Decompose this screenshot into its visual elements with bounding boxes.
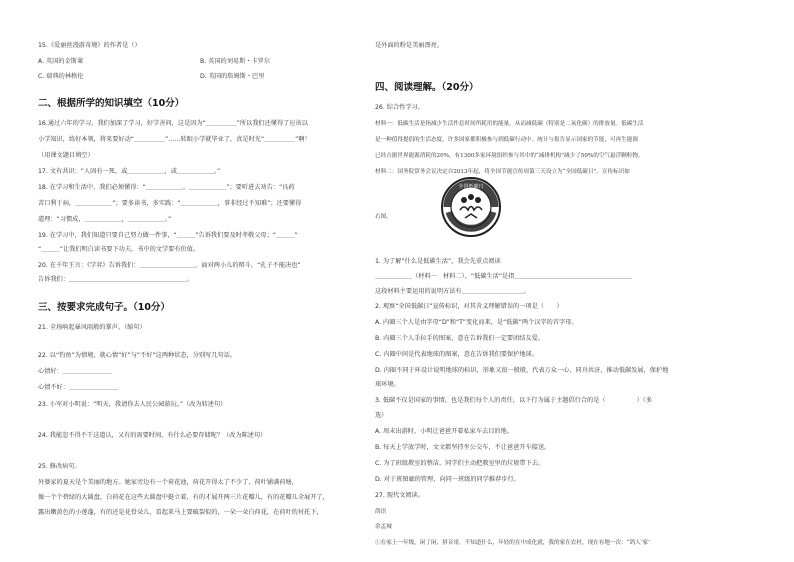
q26-3-option-b: B. 每天上学放学时，文文都坚持坐公交车，不让爸爸开车接送。	[375, 444, 551, 451]
q19-line1: 19. 在学习中，我们知道只要自己努力做一件事，“＿＿＿”告诉我们要及时孝敬父母；“＿＿＿”	[38, 232, 298, 239]
q26-2-stem: 2. 观察“全国低碳日”宣传标识，对其含义理解错误的一项是（ ）	[375, 303, 563, 310]
q25-line3: 露出嫩黄色的小莲蓬，有的还是花骨朵儿，看起来马上要破裂似的，一朵一朵白荷花，在荷叶的衬托下，	[38, 509, 323, 516]
q26-3-option-a: A. 周末出游时，小明让爸爸开着私家车去目的地。	[375, 428, 513, 435]
q15-option-d: D. 英国的詹姆斯・巴里	[200, 73, 265, 80]
q15-option-b: B. 英国的刘易斯・卡罗尔	[200, 58, 271, 65]
q26-title: 26. 综合性学习。	[375, 104, 424, 111]
q15-stem: 15.《爱丽丝漫游奇境》的作者是（）	[38, 42, 141, 49]
q26-1-line3: 这段材料主要运用的说明方法有＿＿＿＿＿＿＿＿＿＿。	[375, 288, 530, 295]
material2-line2: 右图。	[375, 214, 392, 220]
section2-title: 二、根据所学的知识填空（10分）	[38, 98, 185, 109]
passage-author: 余孟城	[375, 524, 392, 530]
section4-title: 四、阅读理解。（20分）	[375, 82, 479, 93]
q26-2-option-b: B. 内圈三个人手拉手的图案，意在告诉我们一定要团结友爱。	[375, 335, 545, 342]
q26-2-option-d: D. 内圈不同于环设计说明地球的标识，形象又很一般般，代表万众一心、同舟共济，推动低碳发展，保护地	[375, 367, 669, 374]
q27-title: 27. 现代文阅读。	[375, 492, 424, 499]
q26-3-line2: 选）	[375, 412, 388, 419]
q26-2-option-d-cont: 球环境。	[375, 381, 400, 388]
q26-2-option-a: A. 内圈三个人是由字母“D”和“T”变化而来，是“低碳”两个汉字的首字母。	[375, 319, 578, 326]
q21: 21. 全场响起暴风雨般的掌声。（缩句）	[38, 324, 146, 331]
material1-line1: 材料一：低碳生活是指减少生活作息时间所耗用的能量，从而减低碳（特别是二氧化碳）的排放量。低碳生活	[375, 121, 644, 127]
q22-bad: 心情不好：＿＿＿＿＿＿＿＿	[38, 384, 119, 391]
q18-line2: 苦口利于病，＿＿＿＿＿＿”；要多读书，多实践：“＿＿＿＿＿＿，事非经过不知难”；还要懂得	[38, 200, 302, 207]
q26-3-option-d: D. 对于班图廊的管理，向同一班级的同学推荐步行。	[375, 476, 520, 483]
passage-title: 鸽语	[375, 509, 387, 515]
q15-option-c: C. 瑞典的林格伦	[38, 73, 84, 80]
q16-line1: 16.通过六年的学习，我们加深了学习，好学善问，这是因为“＿＿＿＿＿”所以我们还懂得了应该以	[38, 120, 308, 127]
q22-stem: 22. 以“钓鱼”为情境，就心情“好”与“不好”这两种状态，分别写几句话。	[38, 352, 237, 359]
material1-line2: 是一种值得提倡的生活态度，许多国家都积极参与到低碳行动中。统计与报告显示国家的节能，可再生能源	[375, 137, 638, 143]
q26-1-line1: 1. 为了解“什么是低碳生活”，我会先重点阅读	[375, 258, 501, 265]
q18-line1: 18. 在学习和生活中，我们必须懂得：“＿＿＿＿＿＿，＿＿＿＿＿＿”；要听进去劝告：“良药	[38, 184, 295, 191]
q24: 24. 我能忽不得不干这道认，又有的需要时间，有什么必要存储呢？（改为陈述句）	[38, 432, 267, 439]
q19-line2: “＿＿＿”让我们明白读书要下功夫，书中的文学要有价值。	[38, 246, 200, 253]
q20-line2: 告诉我们：＿＿＿＿＿＿＿＿＿＿＿＿＿＿＿＿＿＿＿。	[38, 276, 193, 283]
q26-2-option-c: C. 内圈中间是代表地球的图案，意在告诉我们要保护地球。	[375, 351, 538, 358]
q15-option-a: A. 英国的金斯莱	[38, 58, 84, 65]
q25-line2: 像一个个碧绿的大圆盘，白荷花在这些大圆盘中挺立着，有的才展开两三片花瓣儿，有的花瓣儿全展开了，	[38, 494, 329, 501]
q25-title: 25. 修改病句。	[38, 463, 81, 470]
q20-line1: 20. 在千年王言：《学弈》告诉我们：＿＿＿＿＿＿＿＿＿。面对两小儿的辩斗，“孔子不能决也”	[38, 262, 301, 269]
q26-3-line1: 3. 低碳不仅是国家的事情，也是我们每个人的责任，以下行为属于主题倡行合的是（ ）（多	[375, 397, 653, 404]
material2-line1: 材料二：国务院常务会议决定自2013年起，将全国节能宣传周第三天设立为“全国低碳日”。宣传标识如	[375, 169, 630, 175]
q16-line3: （用课文题目填空）	[38, 152, 94, 159]
low-carbon-day-logo	[440, 176, 502, 238]
q26-3-option-c: C. 为了班级教室的整洁，同学们主动把教室里的垃圾带下去。	[375, 460, 545, 467]
continued-line: 是外面的粉是美丽漂亮。	[375, 42, 444, 49]
q26-1-line2: ＿＿＿＿＿＿（材料一 材料二），“低碳生活”是指＿＿＿＿＿＿＿＿＿＿＿＿＿＿＿＿＿＿＿	[375, 273, 632, 280]
q16-line2: 小学知识，练好本领，将来要好动“＿＿＿＿＿”……转眼小学就毕业了，真是时光“＿＿＿＿＿”啊！	[38, 136, 311, 143]
q22-good: 心情好：＿＿＿＿＿＿＿＿	[38, 368, 113, 375]
q18-line3: 道理：“习惯成，＿＿＿＿＿＿，＿＿＿＿＿＿。”	[38, 216, 172, 223]
q25-line1: 外婆家的夏天是个美丽的地方。她家旁边有一个荷花池，荷花开得太了不少了，荷叶铺满荷塘，	[38, 479, 298, 486]
q23: 23. 小军对小明说：“明天，我请你去人民公园游玩。”（改为转述句）	[38, 401, 227, 408]
q17: 17. 文有共识：“人固有一死，或＿＿＿＿＿＿，或＿＿＿＿＿＿。”	[38, 168, 221, 175]
section3-title: 三、按要求完成句子。（10分）	[38, 302, 170, 313]
logo-text: 全国低碳日	[458, 184, 484, 190]
passage-line1: ①在家上一年级，闲了闲，拼音哥，不知道什么，年轻的在中成化就，我的家在农村，现在有地一次：“鸽人‘家’	[375, 540, 650, 546]
material1-line3: 已经占据世界能源消耗的20%，有1300多家环境组织参与其中的“减排机构”减少了50%的空气悬浮颗粒物。	[375, 153, 644, 159]
